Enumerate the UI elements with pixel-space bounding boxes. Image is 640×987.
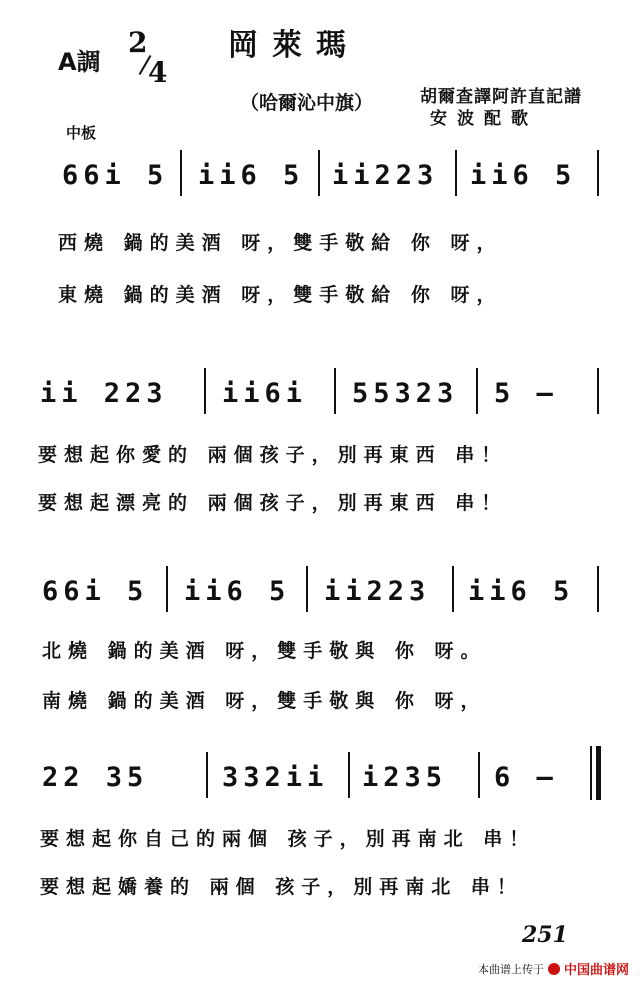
lyric-verse-2: 要想起嬌養的 兩個 孩子，別再南北 串！ (40, 876, 523, 898)
measure: 55323 (352, 378, 459, 409)
bar-line (318, 150, 320, 196)
bar-line (180, 150, 182, 196)
bar-line (166, 566, 168, 612)
lyric-verse-1: 北燒 鍋的美酒 呀，雙手敬與 你 呀。 (42, 640, 487, 662)
site-logo-icon (548, 963, 560, 975)
lyric-verse-2: 要想起漂亮的 兩個孩子，別再東西 串！ (38, 492, 508, 514)
measure: ii 223 (40, 378, 168, 409)
site-name[interactable]: 中国曲谱网 (564, 963, 630, 978)
measure: 66i 5 (42, 576, 149, 607)
bar-line (206, 752, 208, 798)
bar-line (597, 566, 599, 612)
bar-line (478, 752, 480, 798)
measure: 66i 5 (62, 160, 169, 191)
bar-line (334, 368, 336, 414)
credit-transcriber: 胡爾查譯阿許直記譜 (420, 87, 582, 107)
bar-line (476, 368, 478, 414)
measure: 332ii (222, 762, 329, 793)
song-title: 岡萊瑪 (228, 28, 360, 63)
page-number: 251 (522, 922, 568, 948)
measure: ii6 5 (468, 576, 575, 607)
final-bar-thin (590, 746, 592, 800)
upload-text: 本曲谱上传于 (478, 962, 544, 976)
measure: ii6 5 (184, 576, 291, 607)
lyric-verse-2: 南燒 鍋的美酒 呀，雙手敬與 你 呀， (42, 690, 487, 712)
bar-line (597, 368, 599, 414)
final-bar-thick (596, 746, 601, 800)
measure: 5 — (494, 378, 558, 409)
measure: ii6i (222, 378, 308, 409)
bar-line (452, 566, 454, 612)
measure: ii6 5 (470, 160, 577, 191)
measure: i235 (362, 762, 448, 793)
time-signature-top: 2 (128, 26, 148, 59)
lyric-verse-1: 西燒 鍋的美酒 呀，雙手敬給 你 呀， (58, 232, 503, 254)
lyric-verse-2: 東燒 鍋的美酒 呀，雙手敬給 你 呀， (58, 284, 503, 306)
measure: 22 35 (42, 762, 149, 793)
region-subtitle: （哈爾沁中旗） (240, 92, 374, 114)
key-signature: A調 (58, 48, 101, 76)
credit-lyricist: 安波配歌 (430, 109, 538, 129)
measure: ii223 (332, 160, 439, 191)
measure: 6 — (494, 762, 558, 793)
time-signature-bottom: 4 (148, 56, 168, 89)
measure: ii6 5 (198, 160, 305, 191)
lyric-verse-1: 要想起你愛的 兩個孩子，別再東西 串！ (38, 444, 508, 466)
bar-line (597, 150, 599, 196)
upload-notice (478, 959, 629, 978)
lyric-verse-1: 要想起你自己的兩個 孩子，別再南北 串！ (40, 828, 536, 850)
tempo-marking: 中板 (66, 124, 97, 142)
measure: ii223 (324, 576, 431, 607)
bar-line (204, 368, 206, 414)
bar-line (455, 150, 457, 196)
bar-line (348, 752, 350, 798)
bar-line (306, 566, 308, 612)
